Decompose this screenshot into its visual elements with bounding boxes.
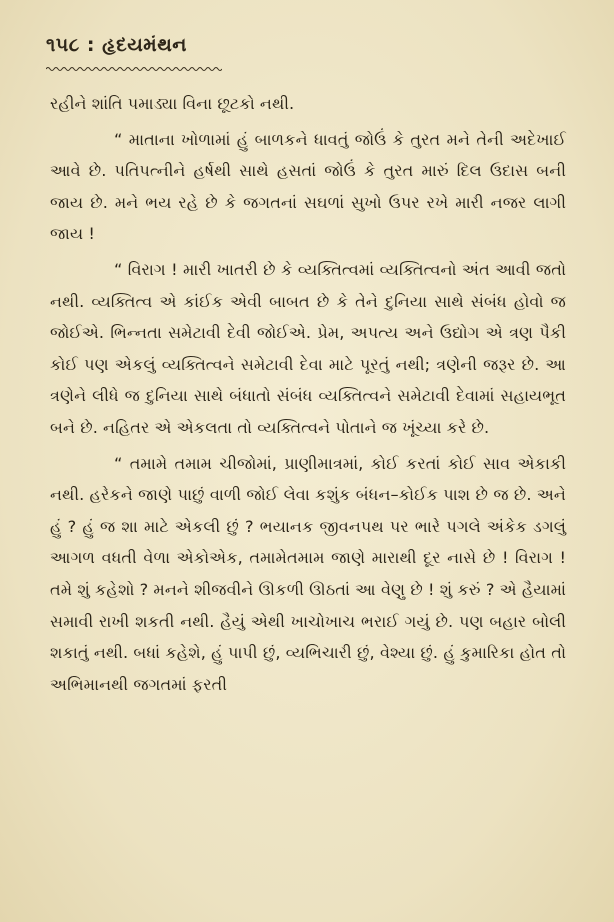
decorative-wavy-rule xyxy=(46,66,222,72)
paragraph: “ તમામે તમામ ચીજોમાં, પ્રાણીમાત્રમાં, કોઈ કરતાં કોઈ સાવ એકાકી નથી. હરેકને જાણે પાછું વાળી જોઈ લેવા કશુંક બંધન–કોઈક પાશ છે જ છે. અને હું ? હું જ શા માટે એકલી છું ? ભયાનક જીવનપથ પર ભારે પગલે અંકેક ડગલું આગળ વધતી વેળા એકોએક, તમામેતમામ જાણે મારાથી દૂર નાસે છે ! વિરાગ ! તમે શું કહેશો ? મનને શીજવીને ઊકળી ઊઠતાં આ વેણુ છે ! શું કરું ? એ હૈયામાં સમાવી રાખી શકતી નથી. હૈયું એથી ખાચોખાચ ભરાઈ ગયું છે. પણ બહાર બોલી શકાતું નથી. બધાં કહેશે, હું પાપી છું, વ્યભિચારી છું, વેશ્યા છું. હું કુમારિકા હોત તો અભિમાનથી જગતમાં ફરતી xyxy=(50,453,566,694)
book-title: હૃદયમંથન xyxy=(102,34,187,56)
paragraph: “ માતાના ખોળામાં હું બાળકને ધાવતું જોઉં કે તુરત મને તેની અદેખાઈ આવે છે. પતિપત્નીને હર્ષથી સાથે હસતાં જોઉં કે તુરત મારું દિલ ઉદાસ બની જાય છે. મને ભય રહે છે કે જગતનાં સઘળાં સુખો ઉપર રખે મારી નજર લાગી જાય ! xyxy=(50,129,566,244)
page-number: ૧૫૮ xyxy=(46,34,80,56)
header-separator: : xyxy=(86,34,95,56)
paragraph-continuation: રહીને શાંતિ પમાડ્યા વિના છૂટકો નથી. xyxy=(50,94,295,113)
paragraph: “ વિરાગ ! મારી ખાતરી છે કે વ્યક્તિત્વમાં વ્યક્તિત્વનો અંત આવી જતો નથી. વ્યક્તિત્વ એ કાંઈક એવી બાબત છે કે તેને દુનિયા સાથે સંબંધ હોવો જ જોઈએ. ભિન્નતા સમેટાવી દેવી જોઈએ. પ્રેમ, અપત્ય અને ઉદ્યોગ એ ત્રણ પૈકી કોઈ પણ એકલું વ્યક્તિત્વને સમેટાવી દેવા માટે પૂરતું નથી; ત્રણેની જરૂર છે. આ ત્રણેને લીધે જ દુનિયા સાથે બંધાતો સંબંધ વ્યક્તિત્વને સમેટાવી દેવામાં સહાયભૂત બને છે. નહિતર એ એકલતા તો વ્યક્તિત્વને પોતાને જ ખૂંચ્યા કરે છે. xyxy=(50,259,566,437)
page-body xyxy=(50,88,566,700)
running-header xyxy=(46,34,187,56)
